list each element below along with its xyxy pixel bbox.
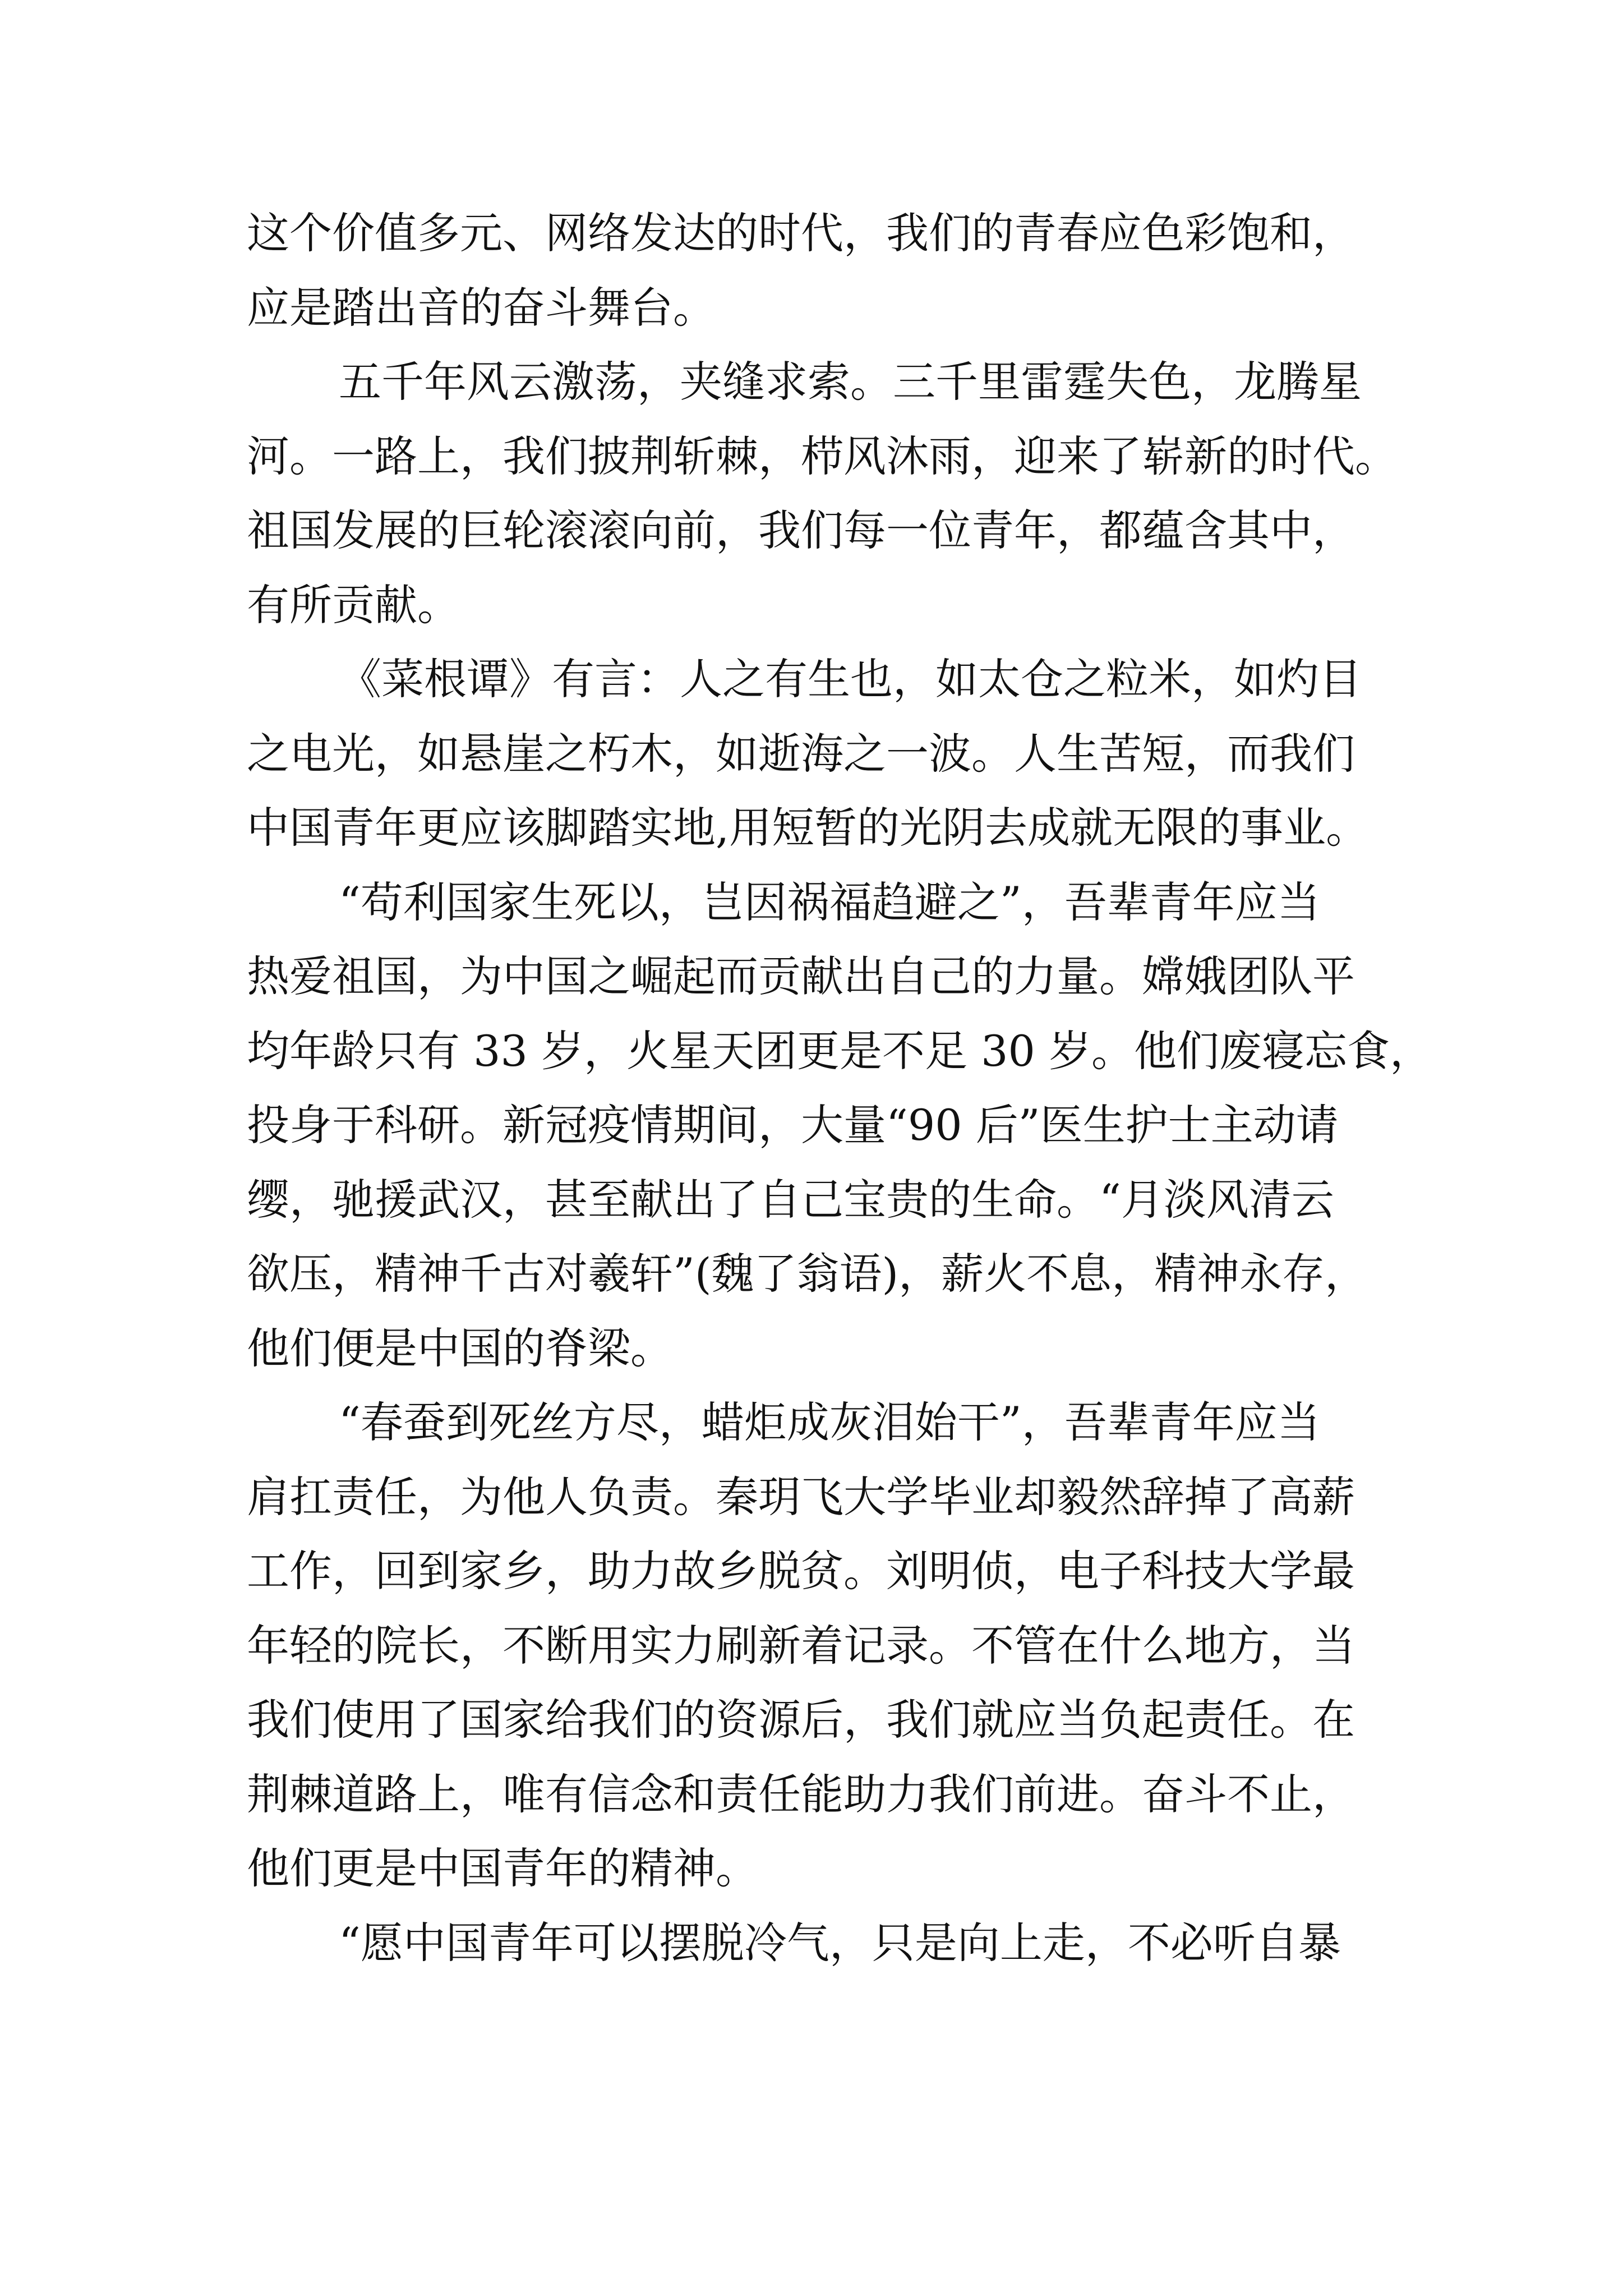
text-line: 祖国发展的巨轮滚滚向前，我们每一位青年，都蕴含其中，: [247, 505, 1355, 555]
text-line: 均年龄只有 33 岁，火星天团更是不足 30 岁。他们废寝忘食，: [247, 1026, 1433, 1076]
text-line: 年轻的院长，不断用实力刷新着记录。不管在什么地方，当: [247, 1621, 1355, 1671]
text-line: 中国青年更应该脚踏实地,用短暂的光阴去成就无限的事业。: [247, 803, 1369, 853]
text-line: 投身于科研。新冠疫情期间，大量“90 后”医生护士主动请: [247, 1100, 1339, 1150]
text-line: 《菜根谭》有言：人之有生也，如太仓之粒米，如灼目: [339, 654, 1362, 704]
text-line: 欲压，精神千古对羲轩”(魏了翁语)，薪火不息，精神永存，: [247, 1249, 1368, 1299]
text-line: 热爱祖国，为中国之崛起而贡献出自己的力量。嫦娥团队平: [247, 951, 1355, 1001]
text-line: 河。一路上，我们披荆斩棘，栉风沐雨，迎来了崭新的时代。: [247, 431, 1398, 481]
text-line: 五千年风云激荡，夹缝求索。三千里雷霆失色，龙腾星: [339, 357, 1362, 407]
text-line: 之电光，如悬崖之朽木，如逝海之一波。人生苦短，而我们: [247, 729, 1355, 779]
text-line: 他们便是中国的脊梁。: [247, 1323, 673, 1373]
text-line: 有所贡献。: [247, 580, 460, 630]
text-line: 他们更是中国青年的精神。: [247, 1843, 758, 1893]
text-line: 肩扛责任，为他人负责。秦玥飞大学毕业却毅然辞掉了高薪: [247, 1472, 1355, 1522]
text-line: 工作，回到家乡，助力故乡脱贫。刘明侦，电子科技大学最: [247, 1546, 1355, 1596]
text-line: “苟利国家生死以，岂因祸福趋避之”，吾辈青年应当: [339, 877, 1320, 927]
text-line: 缨，驰援武汉，甚至献出了自己宝贵的生命。“月淡风清云: [247, 1175, 1334, 1225]
text-line: 应是踏出音的奋斗舞台。: [247, 283, 716, 333]
text-line: 这个价值多元、网络发达的时代，我们的青春应色彩饱和，: [247, 208, 1355, 258]
text-line: 我们使用了国家给我们的资源后，我们就应当负起责任。在: [247, 1695, 1355, 1745]
text-line: “春蚕到死丝方尽，蜡炬成灰泪始干”，吾辈青年应当: [339, 1397, 1320, 1447]
text-line: “愿中国青年可以摆脱冷气，只是向上走，不必听自暴: [339, 1918, 1341, 1968]
text-line: 荆棘道路上，唯有信念和责任能助力我们前进。奋斗不止，: [247, 1769, 1355, 1819]
